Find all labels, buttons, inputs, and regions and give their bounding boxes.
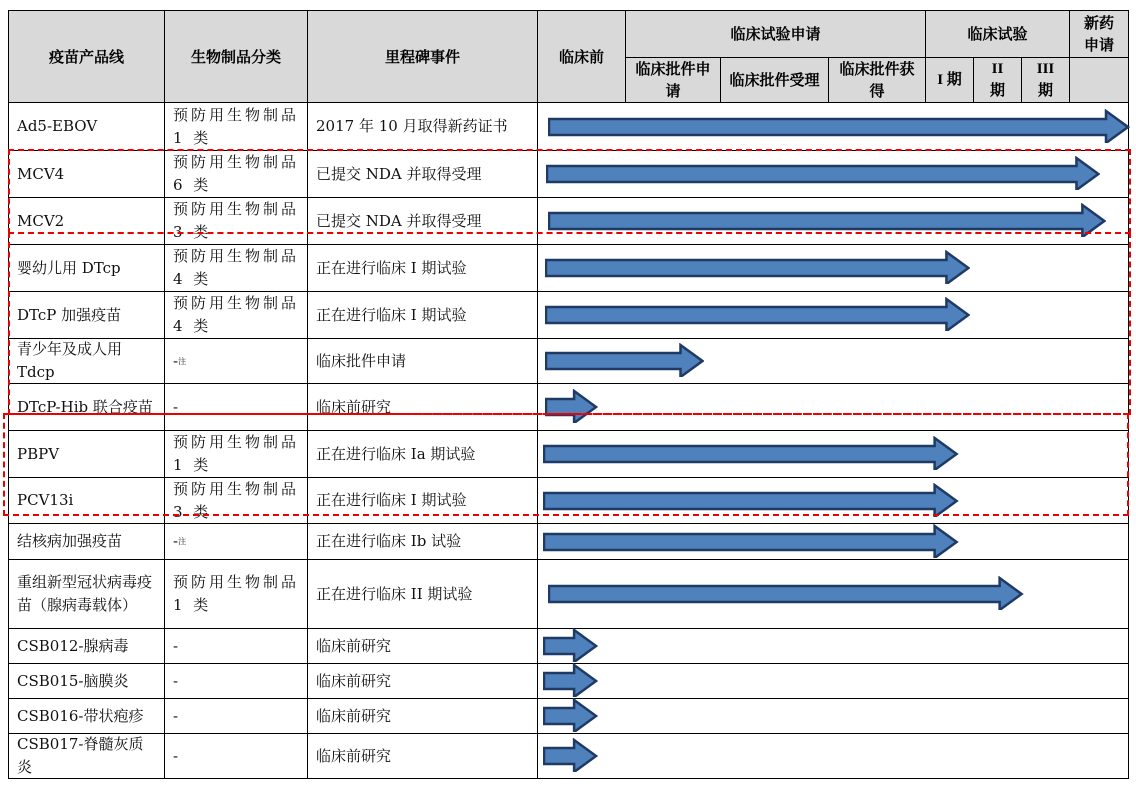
product-category	[164, 291, 308, 339]
product-category	[164, 244, 308, 292]
product-category-text: 预防用生物制品 4 类	[173, 294, 300, 335]
milestone-event	[307, 477, 538, 524]
product-category-text: 预防用生物制品 1 类	[173, 105, 300, 147]
header-ind: 临床试验申请	[625, 10, 926, 58]
milestone-event-text: 正在进行临床 I 期试验	[316, 258, 467, 277]
product-category	[164, 338, 308, 384]
product-category-text: -	[173, 351, 179, 370]
header-nda-sub	[1069, 57, 1129, 103]
product-name	[8, 150, 165, 198]
product-category	[164, 477, 308, 524]
milestone-event-text: 正在进行临床 I 期试验	[316, 305, 467, 324]
product-name	[8, 628, 165, 664]
product-name	[8, 523, 165, 560]
progress-arrow	[543, 663, 598, 697]
progress-cell	[537, 733, 1129, 779]
product-name	[8, 383, 165, 431]
progress-arrow	[546, 156, 1100, 190]
product-category-text: -	[173, 671, 179, 690]
milestone-event	[307, 291, 538, 339]
milestone-event	[307, 383, 538, 431]
progress-arrow	[548, 576, 1024, 610]
product-category-text: 预防用生物制品 1 类	[173, 573, 300, 614]
product-category	[164, 197, 308, 245]
header-phase1: I 期	[925, 57, 974, 103]
product-name-text: PCV13i	[17, 491, 74, 509]
header-category: 生物制品分类	[164, 10, 308, 103]
milestone-event-text: 临床批件申请	[316, 351, 407, 370]
product-category-text: 预防用生物制品 6 类	[173, 153, 300, 194]
milestone-event-text: 已提交 NDA 并取得受理	[316, 164, 482, 183]
progress-cell	[537, 628, 1129, 664]
product-name	[8, 733, 165, 779]
product-category-text: -	[173, 397, 179, 416]
progress-arrow	[548, 109, 1130, 143]
product-category	[164, 150, 308, 198]
product-category	[164, 430, 308, 478]
product-name-text: DTcP 加强疫苗	[17, 305, 122, 324]
milestone-event-text: 2017 年 10 月取得新药证书	[316, 117, 508, 135]
milestone-event	[307, 102, 538, 151]
product-name	[8, 197, 165, 245]
milestone-event-text: 临床前研究	[316, 746, 392, 765]
progress-arrow	[543, 698, 598, 732]
milestone-event-text: 正在进行临床 I 期试验	[316, 491, 467, 509]
milestone-event-text: 临床前研究	[316, 636, 392, 655]
milestone-event	[307, 663, 538, 699]
product-category-text: -	[173, 706, 179, 725]
milestone-event	[307, 698, 538, 734]
progress-arrow	[545, 297, 970, 331]
product-name	[8, 291, 165, 339]
progress-arrow	[543, 628, 598, 662]
progress-arrow	[545, 250, 970, 284]
product-name	[8, 477, 165, 524]
product-name-text: 婴幼儿用 DTcp	[17, 258, 121, 277]
product-name-text: CSB012-腺病毒	[17, 636, 129, 655]
product-name-text: CSB015-脑膜炎	[17, 671, 129, 690]
progress-arrow	[548, 203, 1106, 237]
milestone-event	[307, 338, 538, 384]
product-name-text: Ad5-EBOV	[17, 117, 98, 135]
product-category-text: 预防用生物制品 1 类	[173, 433, 300, 474]
product-name-text: MCV4	[17, 164, 65, 183]
milestone-event	[307, 559, 538, 629]
product-category	[164, 523, 308, 560]
product-category-text: -	[173, 636, 179, 655]
progress-cell	[537, 698, 1129, 734]
milestone-event	[307, 430, 538, 478]
progress-arrow	[545, 389, 598, 423]
product-name-text: PBPV	[17, 444, 60, 463]
header-ind-apply: 临床批件申请	[625, 57, 721, 103]
product-name-text: MCV2	[17, 211, 65, 230]
milestone-event-text: 临床前研究	[316, 397, 392, 416]
product-category	[164, 663, 308, 699]
footnote-marker: 注	[178, 537, 187, 546]
milestone-event-text: 正在进行临床 II 期试验	[316, 584, 473, 603]
header-phase3: III 期	[1021, 57, 1070, 103]
product-name-text: CSB017-脊髓灰质炎	[17, 735, 144, 776]
progress-arrow	[543, 483, 959, 517]
header-trial: 临床试验	[925, 10, 1070, 58]
header-product: 疫苗产品线	[8, 10, 165, 103]
product-name-text: 青少年及成人用 Tdcp	[17, 340, 123, 381]
progress-arrow	[545, 343, 704, 377]
milestone-event	[307, 523, 538, 560]
product-name	[8, 338, 165, 384]
product-category-text: 预防用生物制品 3 类	[173, 479, 300, 521]
product-category	[164, 628, 308, 664]
product-category	[164, 698, 308, 734]
header-milestone: 里程碑事件	[307, 10, 538, 103]
progress-arrow	[543, 524, 959, 558]
milestone-event-text: 正在进行临床 Ia 期试验	[316, 444, 476, 463]
progress-cell	[537, 663, 1129, 699]
product-category	[164, 559, 308, 629]
milestone-event	[307, 150, 538, 198]
header-phase2: II 期	[973, 57, 1022, 103]
header-ind-accepted: 临床批件受理	[720, 57, 829, 103]
product-category	[164, 733, 308, 779]
header-nda: 新药申请	[1069, 10, 1129, 58]
milestone-event	[307, 197, 538, 245]
product-name	[8, 102, 165, 151]
product-name-text: DTcP-Hib 联合疫苗	[17, 397, 153, 416]
product-name	[8, 698, 165, 734]
product-name-text: 结核病加强疫苗	[17, 532, 123, 550]
footnote-marker: 注	[178, 356, 187, 366]
product-category	[164, 102, 308, 151]
milestone-event	[307, 244, 538, 292]
product-category-text: 预防用生物制品 3 类	[173, 200, 300, 241]
milestone-event-text: 临床前研究	[316, 671, 392, 690]
product-category-text: -	[173, 532, 179, 550]
product-name	[8, 559, 165, 629]
product-name	[8, 430, 165, 478]
product-category-text: 预防用生物制品 4 类	[173, 247, 300, 288]
milestone-event-text: 已提交 NDA 并取得受理	[316, 211, 482, 230]
header-ind-obtained: 临床批件获得	[828, 57, 926, 103]
progress-cell	[537, 383, 1129, 431]
product-name	[8, 244, 165, 292]
progress-arrow	[543, 738, 598, 772]
product-name	[8, 663, 165, 699]
product-category	[164, 383, 308, 431]
milestone-event-text: 临床前研究	[316, 706, 392, 725]
product-name-text: 重组新型冠状病毒疫苗（腺病毒载体）	[17, 573, 153, 614]
milestone-event-text: 正在进行临床 Ib 试验	[316, 532, 462, 550]
milestone-event	[307, 733, 538, 779]
product-name-text: CSB016-带状疱疹	[17, 706, 144, 725]
header-preclinical: 临床前	[537, 10, 626, 103]
milestone-event	[307, 628, 538, 664]
product-category-text: -	[173, 746, 179, 765]
progress-arrow	[543, 436, 959, 470]
